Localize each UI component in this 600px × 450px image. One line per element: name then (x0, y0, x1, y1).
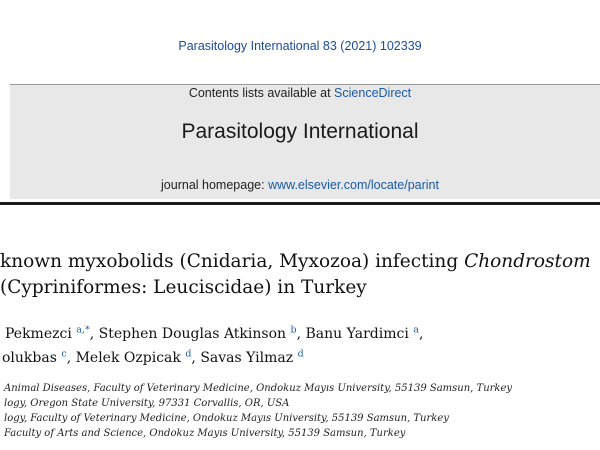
author-name: olukbas (2, 350, 57, 366)
affiliation-line: logy, Oregon State University, 97331 Corvallis, OR, USA (4, 398, 290, 409)
article-title-text: known myxobolids (Cnidaria, Myxozoa) infecting (0, 251, 465, 272)
affiliation-line: Animal Diseases, Faculty of Veterinary Medicine, Ondokuz Mayıs University, 55139 Samsun, Turkey (4, 383, 513, 394)
journal-citation[interactable]: Parasitology International 83 (2021) 102339 (178, 39, 422, 53)
author-separator: , (418, 326, 424, 342)
author-name: , Stephen Douglas Atkinson (89, 326, 287, 342)
journal-title: Parasitology International (181, 120, 419, 143)
contents-availability (0, 86, 600, 100)
author-name: Pekmezci (5, 326, 72, 342)
authors-line-2 (2, 350, 304, 366)
author-name: , Savas Yilmaz (191, 350, 294, 366)
author-affiliation-marker[interactable]: a,* (76, 324, 90, 336)
article-title-italic: Chondrostom (464, 251, 591, 272)
contents-prefix: Contents lists available at (188, 86, 335, 100)
affiliation-line: Faculty of Arts and Science, Ondokuz Mayıs University, 55139 Samsun, Turkey (4, 428, 406, 439)
author-name: , Melek Ozpicak (66, 350, 181, 366)
author-affiliation-marker[interactable]: b (290, 324, 297, 336)
sciencedirect-link[interactable]: ScienceDirect (334, 86, 412, 100)
author-affiliation-marker[interactable]: c (61, 348, 67, 360)
article-title-paren: ( (0, 277, 8, 298)
author-name: , Banu Yardimci (296, 326, 409, 342)
header-divider (0, 202, 600, 205)
author-affiliation-marker[interactable]: d (185, 348, 192, 360)
homepage-prefix: journal homepage: (161, 178, 269, 192)
article-title-line-1 (0, 251, 591, 272)
affiliation-line: logy, Faculty of Veterinary Medicine, Ondokuz Mayıs University, 55139 Samsun, Turkey (4, 413, 449, 424)
journal-homepage (0, 178, 600, 192)
article-title-text-2: Cypriniformes: Leuciscidae) in Turkey (7, 277, 367, 298)
author-affiliation-marker[interactable]: a (413, 324, 419, 336)
authors-line-1 (5, 326, 423, 342)
article-title-line-2 (0, 277, 367, 298)
homepage-link[interactable]: www.elsevier.com/locate/parint (268, 178, 439, 192)
author-affiliation-marker[interactable]: d (297, 348, 304, 360)
